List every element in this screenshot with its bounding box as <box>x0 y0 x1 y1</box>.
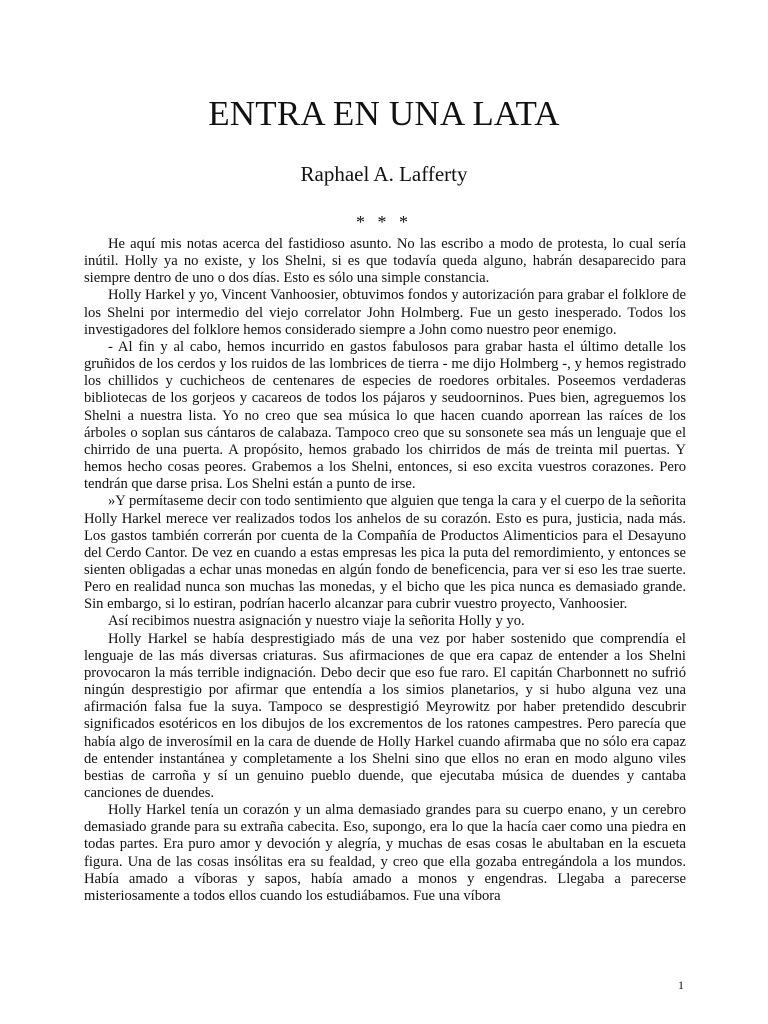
paragraph: - Al fin y al cabo, hemos incurrido en gastos fabulosos para grabar hasta el último detalle los gruñidos de los cerdos y los ruidos de las lombrices de tierra - me dijo Holmberg -, y hemos registrado los chillidos y cuchicheos de centenares de especies de roedores orbitales. Poseemos verdaderas bibliotecas de los gorjeos y cacareos de todos los pájaros y seudoorninos. Pues bien, agreguemos los Shelni a nuestra lista. Yo no creo que sea música lo que hacen cuando aporrean las raíces de los árboles o soplan sus cántaros de calabaza. Tampoco creo que su sonsonete sea más un lenguaje que el chirrido de una puerta. A propósito, hemos grabado los chirridos de más de treinta mil puertas. Y hemos hecho cosas peores. Grabemos a los Shelni, entonces, si eso excita vuestros corazones. Pero tendrán que darse prisa. Los Shelni están a punto de irse. <box>84 338 686 493</box>
document-title: ENTRA EN UNA LATA <box>208 94 560 133</box>
section-separator: * * * <box>356 212 412 232</box>
paragraph: Holly Harkel se había desprestigiado más de una vez por haber sostenido que comprendía el lenguaje de las más diversas criaturas. Sus afirmaciones de que era capaz de entender a los Shelni provocaron la más terrible indignación. Debo decir que eso fue raro. El capitán Charbonnett no sufrió ningún desprestigio por afirmar que entendía a los simios planetarios, y si hubo alguna vez una afirmación falsa fue la suya. Tampoco se desprestigió Meyrowitz por haber pretendido descubrir significados esotéricos en los dibujos de los excrementos de los ratones campestres. Pero parecía que había algo de inverosímil en la cara de duende de Holly Harkel cuando afirmaba que no sólo era capaz de entender instantánea y completamente a los Shelni sino que ellos no eran en modo alguno viles bestias de carroña y sí un genuino pueblo duende, que ejecutaba música de duendes y cantaba canciones de duendes. <box>84 630 686 801</box>
paragraph: Holly Harkel tenía un corazón y un alma demasiado grandes para su cuerpo enano, y un cerebro demasiado grande para su extraña cabecita. Eso, supongo, era lo que la hacía caer como una piedra en todas partes. Era puro amor y devoción y alegría, y muchas de esas cosas le abultaban en la escueta figura. Una de las cosas insólitas era su fealdad, y creo que ella gozaba entregándola a los mundos. Había amado a víboras y sapos, había amado a monos y engendras. Llegaba a parecerse misteriosamente a todos ellos cuando los estudiábamos. Fue una víbora <box>84 802 686 904</box>
page-number: 1 <box>678 978 684 992</box>
paragraph: Así recibimos nuestra asignación y nuestro viaje la señorita Holly y yo. <box>108 613 525 630</box>
paragraph: »Y permítaseme decir con todo sentimiento que alguien que tenga la cara y el cuerpo de la señorita Holly Harkel merece ver realizados todos los anhelos de su corazón. Esto es pura, justicia, nada más. Los gastos también correrán por cuenta de la Compañía de Productos Alimenticios para el Desayuno del Cerdo Cantor. De vez en cuando a estas empresas les pica la puta del remordimiento, y entonces se sienten obligadas a echar unas monedas en algún fondo de beneficencia, para ver si eso les trae suerte. Pero en realidad nunca son muchas las monedas, y el bicho que les pica nunca es demasiado grande. Sin embargo, si lo estiran, podrían hacerlo alcanzar para cubrir vuestro proyecto, Vanhoosier. <box>84 493 686 613</box>
paragraph: He aquí mis notas acerca del fastidioso asunto. No las escribo a modo de protesta, lo cual sería inútil. Holly ya no existe, y los Shelni, si es que todavía queda alguno, habrán desaparecido para siempre dentro de uno o dos días. Esto es sólo una simple constancia. <box>84 236 686 287</box>
body-text <box>84 236 686 905</box>
paragraph: Holly Harkel y yo, Vincent Vanhoosier, obtuvimos fondos y autorización para grabar el folklore de los Shelni por intermedio del viejo correlator John Holmberg. Fue un gesto inesperado. Todos los investigadores del folklore hemos considerado siempre a John como nuestro peor enemigo. <box>84 287 686 338</box>
author-name: Raphael A. Lafferty <box>300 162 468 186</box>
